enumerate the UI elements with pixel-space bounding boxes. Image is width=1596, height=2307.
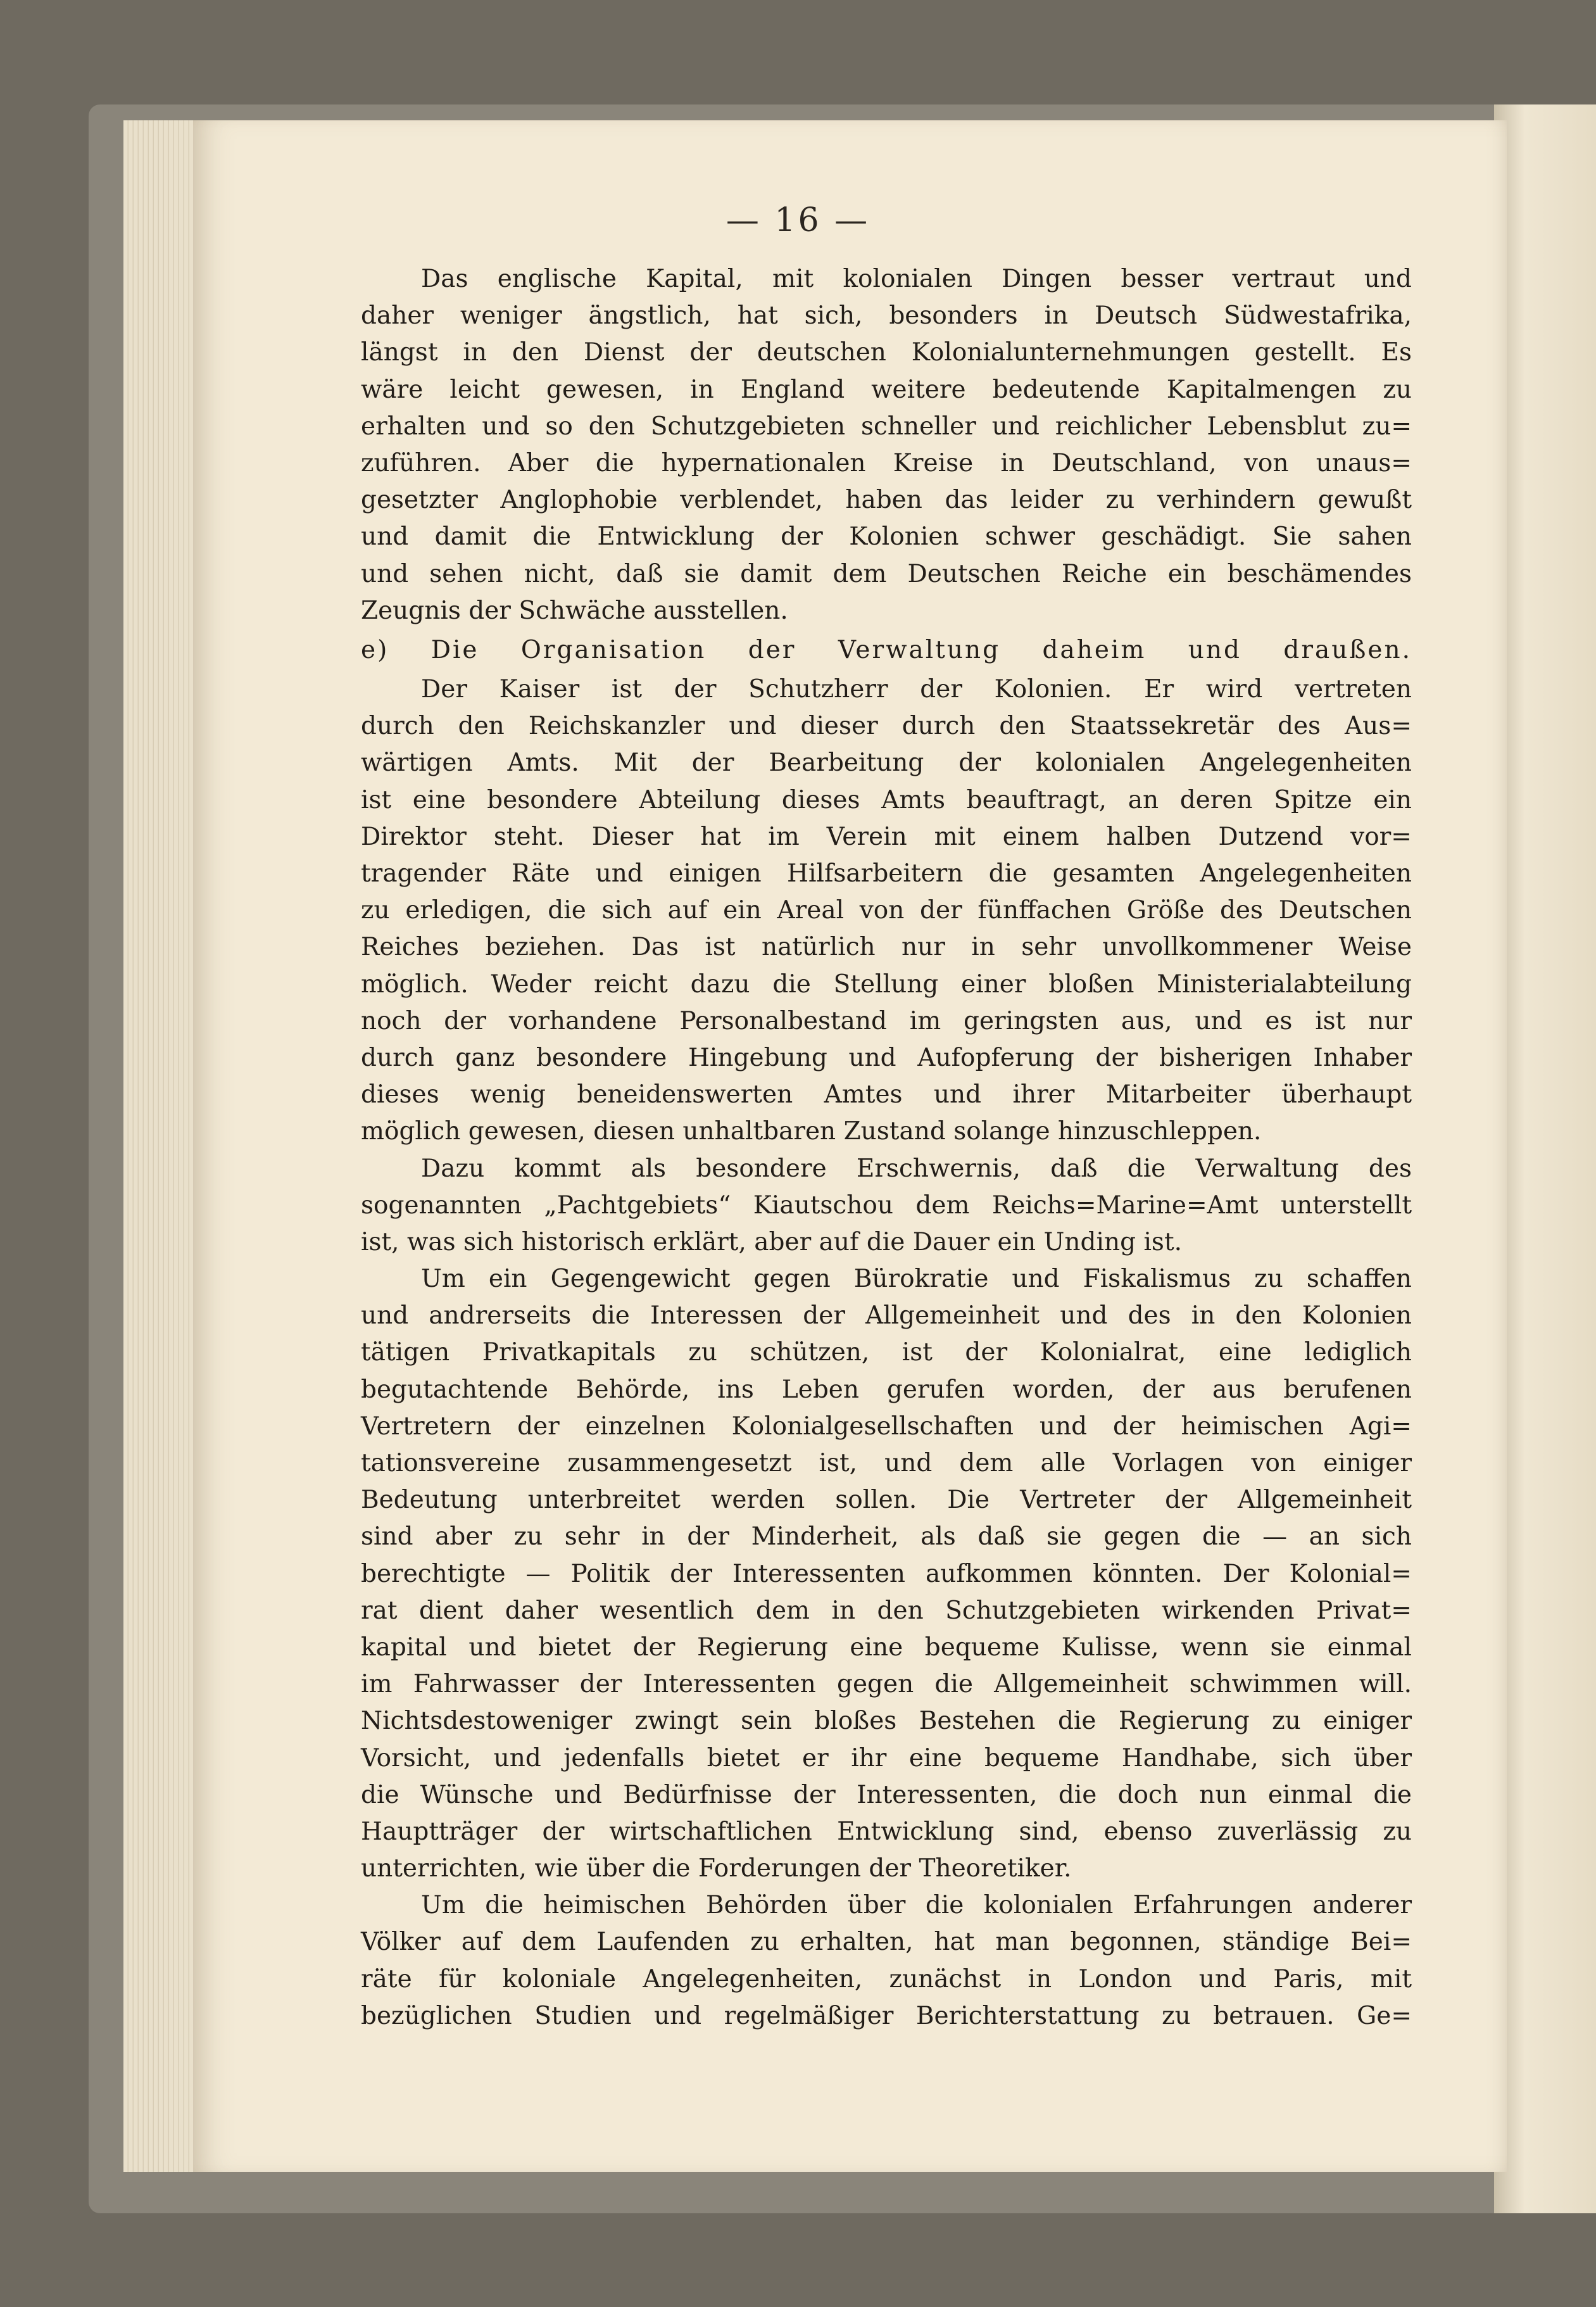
text-line: Um die heimischen Behörden über die kolonialen Erfahrungen anderer	[421, 1891, 1412, 1920]
text-line: bezüglichen Studien und regelmäßiger Berichterstattung zu betrauen. Ge=	[361, 2001, 1412, 2030]
text-line: daher weniger ängstlich, hat sich, besonders in Deutsch Südwestafrika,	[361, 301, 1412, 331]
text-line: Direktor steht. Dieser hat im Verein mit einem halben Dutzend vor=	[361, 822, 1412, 851]
page-number: — 16 —	[726, 201, 870, 239]
text-line: Bedeutung unterbreitet werden sollen. Die Vertreter der Allgemeinheit	[361, 1486, 1412, 1515]
facing-page	[1494, 104, 1596, 2213]
text-line: tragender Räte und einigen Hilfsarbeitern die gesamten Angelegenheiten	[361, 859, 1412, 888]
text-line: längst in den Dienst der deutschen Kolonialunternehmungen gestellt. Es	[361, 338, 1412, 367]
text-line: tätigen Privatkapitals zu schützen, ist der Kolonialrat, eine lediglich	[361, 1338, 1412, 1367]
text-line: wäre leicht gewesen, in England weitere bedeutende Kapitalmengen zu	[361, 375, 1412, 404]
text-line: und andrerseits die Interessen der Allgemeinheit und des in den Kolonien	[361, 1301, 1412, 1330]
text-line: Das englische Kapital, mit kolonialen Dingen besser vertraut und	[421, 265, 1412, 293]
text-line: Vertretern der einzelnen Kolonialgesellschaften und der heimischen Agi=	[361, 1412, 1412, 1441]
text-line: noch der vorhandene Personalbestand im geringsten aus, und es ist nur	[361, 1006, 1412, 1035]
text-line: im Fahrwasser der Interessenten gegen die Allgemeinheit schwimmen will.	[361, 1670, 1412, 1699]
text-line: erhalten und so den Schutzgebieten schneller und reichlicher Lebensblut zu=	[361, 412, 1412, 441]
text-line: rat dient daher wesentlich dem in den Schutzgebieten wirkenden Privat=	[361, 1596, 1412, 1625]
text-line: tationsvereine zusammengesetzt ist, und dem alle Vorlagen von einiger	[361, 1449, 1412, 1477]
text-line: Vorsicht, und jedenfalls bietet er ihr eine bequeme Handhabe, sich über	[361, 1743, 1412, 1773]
text-line: räte für koloniale Angelegenheiten, zunächst in London und Paris, mit	[361, 1964, 1412, 1994]
text-line: ist eine besondere Abteilung dieses Amts beauftragt, an deren Spitze ein	[361, 785, 1412, 814]
page-edges	[123, 120, 199, 2172]
text-line: Reiches beziehen. Das ist natürlich nur in sehr unvollkommener Weise	[361, 933, 1412, 962]
text-line: unterrichten, wie über die Forderungen der Theoretiker.	[361, 1854, 1072, 1883]
page-body-text	[361, 261, 1412, 2035]
text-line: begutachtende Behörde, ins Leben gerufen worden, der aus berufenen	[361, 1375, 1412, 1404]
text-line: Hauptträger der wirtschaftlichen Entwicklung sind, ebenso zuverlässig zu	[361, 1817, 1412, 1846]
text-line: Dazu kommt als besondere Erschwernis, daß die Verwaltung des	[421, 1154, 1412, 1183]
text-line: Um ein Gegengewicht gegen Bürokratie und Fiskalismus zu schaffen	[421, 1265, 1412, 1294]
text-line: dieses wenig beneidenswerten Amtes und ihrer Mitarbeiter überhaupt	[361, 1080, 1412, 1109]
text-line: und damit die Entwicklung der Kolonien schwer geschädigt. Sie sahen	[361, 522, 1412, 552]
text-line: berechtigte — Politik der Interessenten aufkommen könnten. Der Kolonial=	[361, 1559, 1412, 1588]
text-line: ist, was sich historisch erklärt, aber auf die Dauer ein Unding ist.	[361, 1227, 1183, 1256]
text-line: Der Kaiser ist der Schutzherr der Kolonien. Er wird vertreten	[421, 675, 1412, 704]
text-line: zuführen. Aber die hypernationalen Kreise in Deutschland, von unaus=	[361, 448, 1412, 477]
text-line: wärtigen Amts. Mit der Bearbeitung der kolonialen Angelegenheiten	[361, 749, 1412, 778]
text-line: die Wünsche und Bedürfnisse der Interessenten, die doch nun einmal die	[361, 1780, 1412, 1809]
text-line: zu erledigen, die sich auf ein Areal von der fünffachen Größe des Deutschen	[361, 896, 1412, 925]
text-line: möglich. Weder reicht dazu die Stellung einer bloßen Ministerialabteilung	[361, 970, 1412, 999]
text-line: sogenannten „Pachtgebiets“ Kiautschou dem Reichs=Marine=Amt unterstellt	[361, 1191, 1412, 1220]
text-line: gesetzter Anglophobie verblendet, haben das leider zu verhindern gewußt	[361, 486, 1412, 515]
text-line: Nichtsdestoweniger zwingt sein bloßes Bestehen die Regierung zu einiger	[361, 1707, 1412, 1736]
text-line: und sehen nicht, daß sie damit dem Deutschen Reiche ein beschämendes	[361, 559, 1412, 588]
text-line: sind aber zu sehr in der Minderheit, als daß sie gegen die — an sich	[361, 1522, 1412, 1552]
text-line: durch ganz besondere Hingebung und Aufopferung der bisherigen Inhaber	[361, 1043, 1412, 1072]
text-line: durch den Reichskanzler und dieser durch den Staatssekretär des Aus=	[361, 712, 1412, 741]
text-line: Völker auf dem Laufenden zu erhalten, hat man begonnen, ständige Bei=	[361, 1928, 1412, 1957]
text-line: Zeugnis der Schwäche ausstellen.	[361, 596, 788, 625]
text-line: möglich gewesen, diesen unhaltbaren Zustand solange hinzuschleppen.	[361, 1117, 1262, 1146]
text-line: kapital und bietet der Regierung eine bequeme Kulisse, wenn sie einmal	[361, 1633, 1412, 1662]
section-heading: e) Die Organisation der Verwaltung daheim und draußen.	[361, 635, 1412, 664]
